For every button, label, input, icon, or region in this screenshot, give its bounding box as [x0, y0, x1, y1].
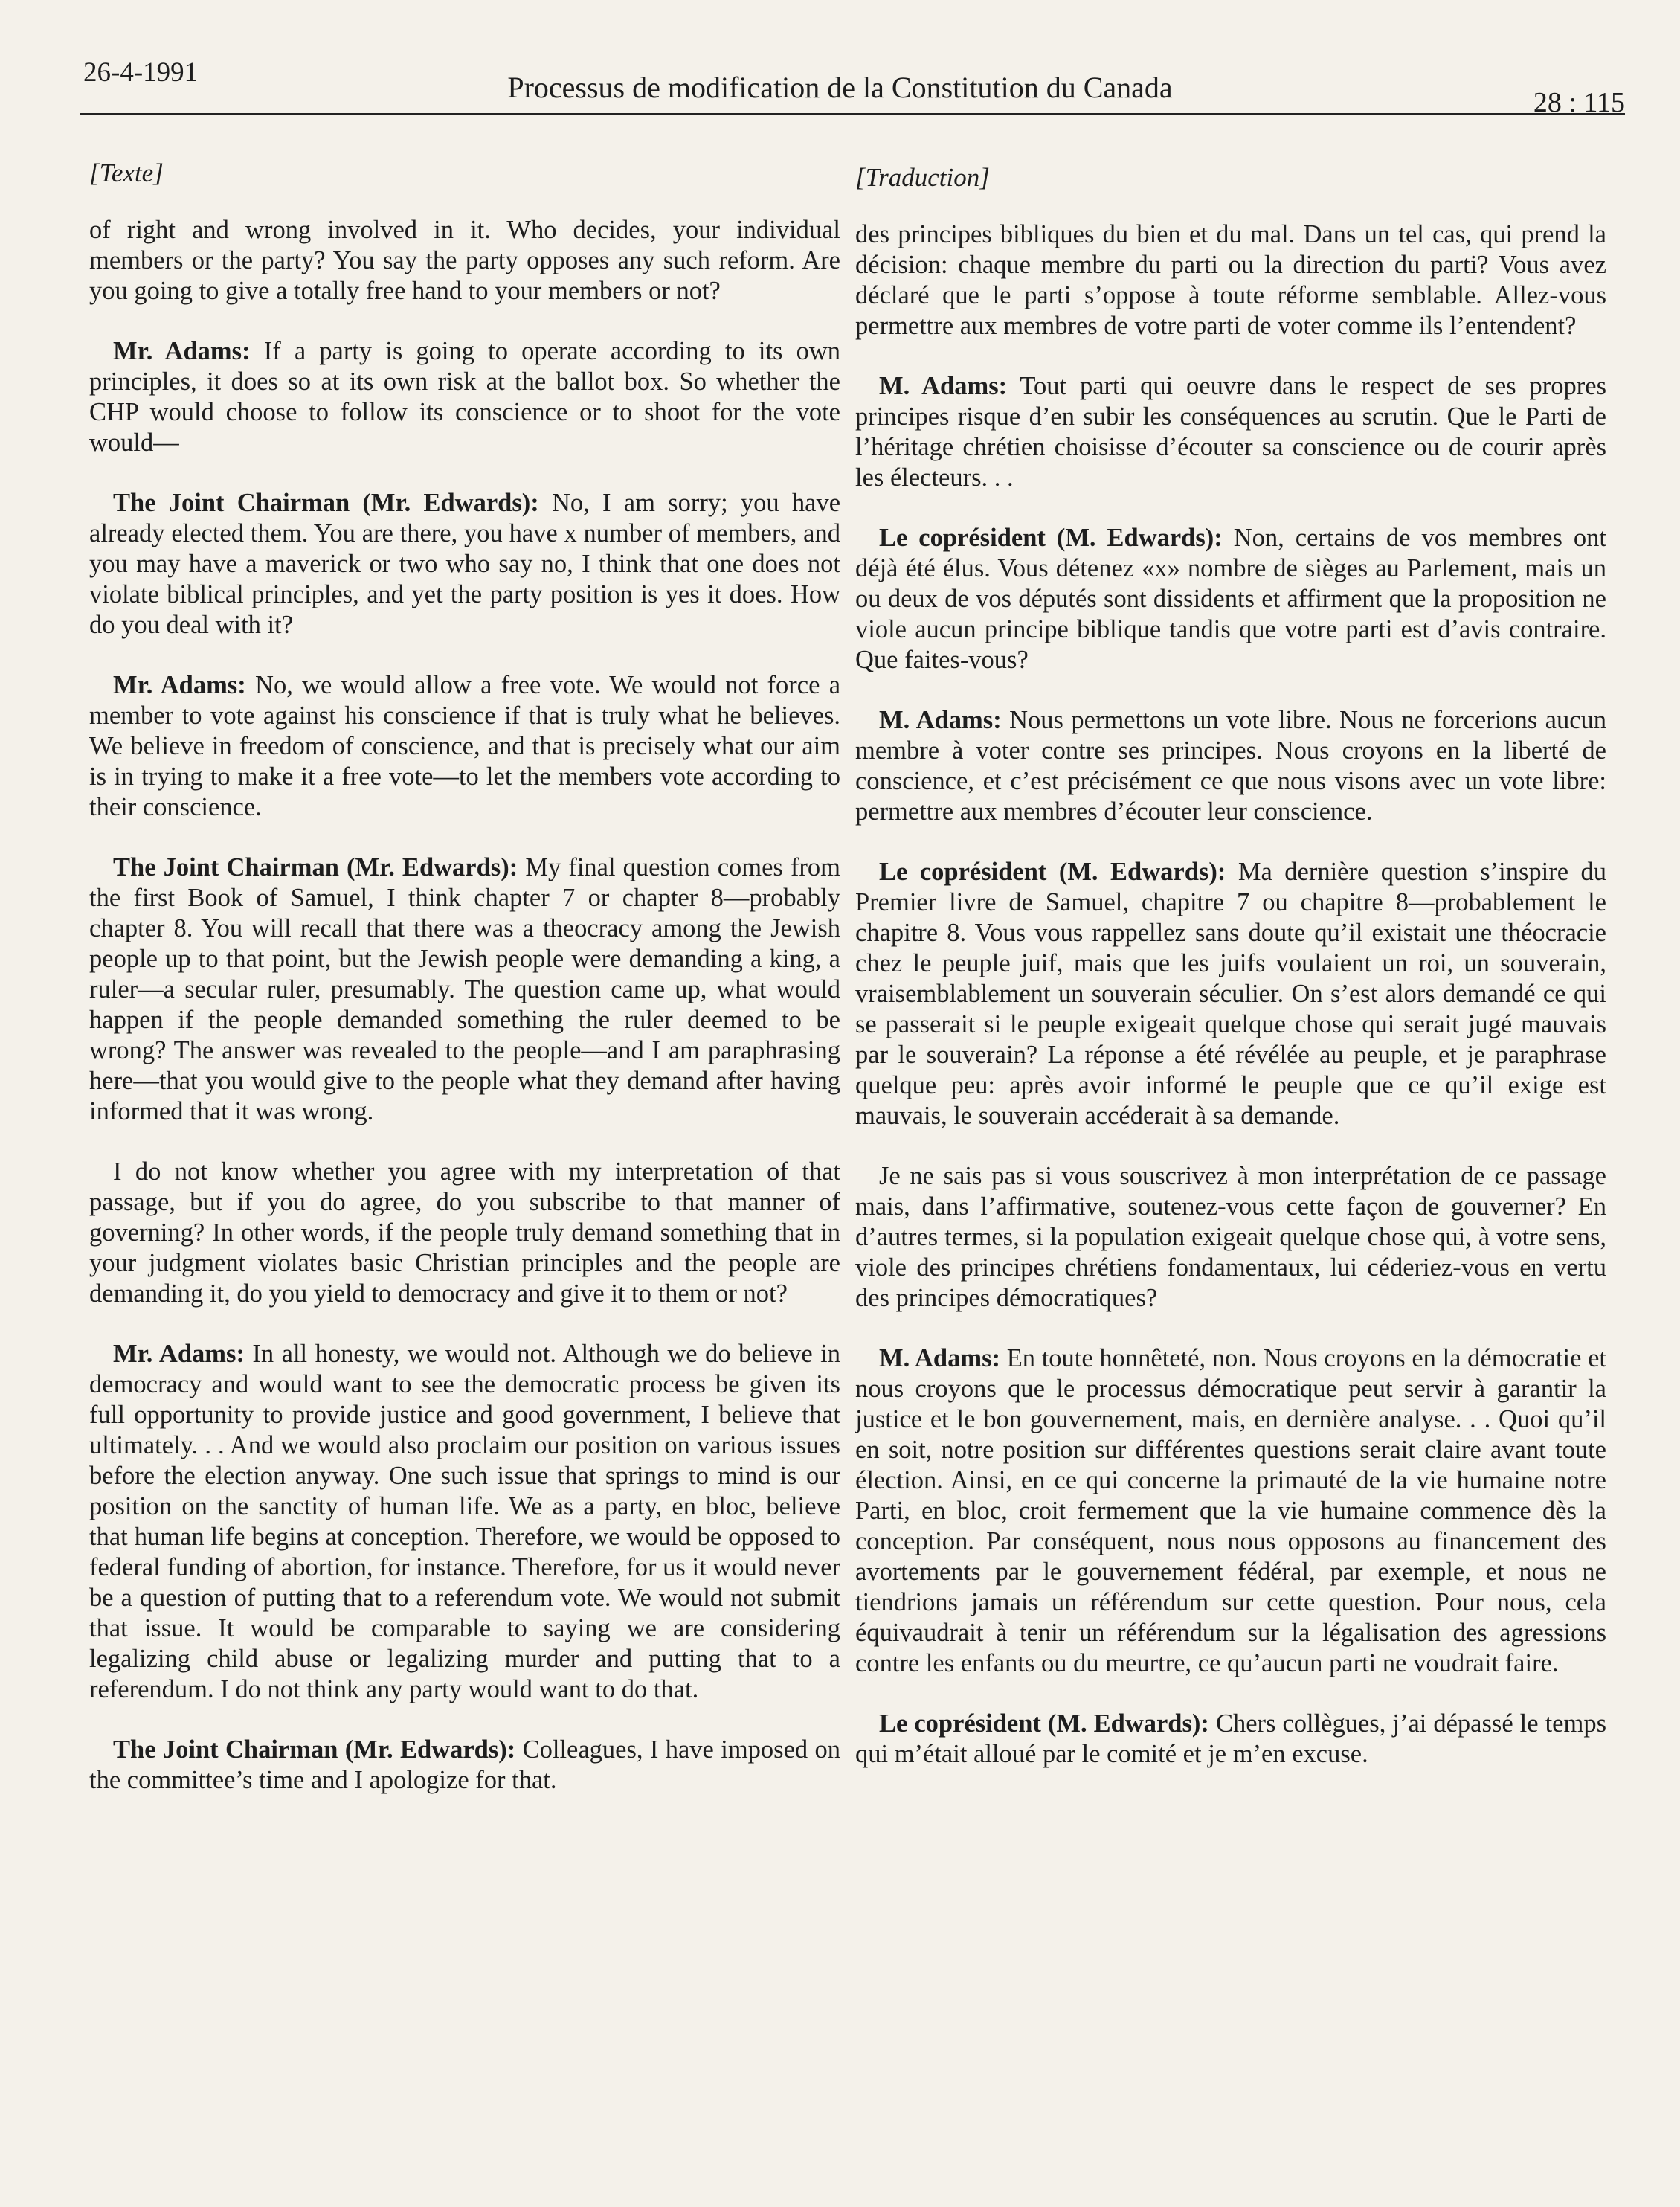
english-paragraph-8: [89, 1735, 840, 1796]
french-paragraph-7: [855, 1343, 1606, 1679]
speaker-name: Mr. Adams:: [113, 1340, 245, 1368]
speaker-name: Mr. Adams:: [113, 671, 246, 699]
english-paragraph-8-text: Colleagues, I have imposed on the committee’s time and I apologize for that.: [89, 1735, 840, 1794]
english-paragraph-5-text: My final question comes from the first Book of Samuel, I think chapter 7 or chapter 8—probably chapter 8. You will recall that there was a theocracy among the Jewish people up to that point, but the Jewish people were demanding a king, a ruler—a secular ruler, presumably. The question came up, what would happen if the people demanded something the ruler deemed to be wrong? The answer was revealed to the people—and I am paraphrasing here—that you would give to the people what they demand after having informed that it was wrong.: [89, 853, 841, 1125]
french-paragraph-2: [855, 371, 1606, 493]
french-paragraph-6: [855, 1161, 1606, 1314]
french-paragraph-1: [855, 219, 1606, 341]
french-paragraph-1-text: des principes bibliques du bien et du mal. Dans un tel cas, qui prend la décision: chaque membre du parti ou la direction du parti? Vous avez déclaré que le parti s’oppose à toute réforme semblable. Allez-vous permettre aux membres de votre parti de voter comme ils l’entendent?: [855, 220, 1606, 340]
speaker-name: M. Adams:: [879, 1344, 1000, 1372]
speaker-name: Le coprésident (M. Edwards):: [879, 524, 1223, 552]
french-paragraph-5: [855, 857, 1606, 1131]
english-paragraph-4: [89, 670, 840, 823]
header-title: Processus de modification de la Constitution du Canada: [507, 71, 1173, 104]
english-paragraph-3: [89, 488, 840, 640]
english-paragraph-7-text: In all honesty, we would not. Although we do believe in democracy and would want to see the democratic process be given its full opportunity to provide justice and good government, I believe that ultimately. . . And we would also proclaim our position on various issues before the election anyway. One such issue that springs to mind is our position on the sanctity of human life. We as a party, en bloc, believe that human life begins at conception. Therefore, we would be opposed to federal funding of abortion, for instance. Therefore, for us it would never be a question of putting that to a referendum vote. We would not submit that issue. It would be comparable to saying we are considering legalizing child abuse or legalizing murder and putting that to a referendum. I do not think any party would want to do that.: [89, 1340, 840, 1703]
french-paragraph-3-text: Non, certains de vos membres ont déjà été élus. Vous détenez «x» nombre de sièges au Parlement, mais un ou deux de vos députés sont dissidents et affirment que la proposition ne viole aucun principe biblique tandis que votre parti est d’avis contraire. Que faites-vous?: [855, 524, 1606, 674]
french-paragraph-6-text: Je ne sais pas si vous souscrivez à mon interprétation de ce passage mais, dans l’affirmative, soutenez-vous cette façon de gouverner? En d’autres termes, si la population exigeait quelque chose qui, à votre sens, viole des principes chrétiens fondamentaux, lui céderiez-vous en vertu des principes démocratiques?: [855, 1162, 1606, 1312]
english-column-label: [Texte]: [89, 158, 164, 187]
speaker-name: Mr. Adams:: [113, 337, 251, 365]
english-paragraph-5: [89, 852, 840, 1127]
french-paragraph-4: [855, 705, 1606, 827]
speaker-name: Le coprésident (M. Edwards):: [879, 858, 1226, 886]
english-paragraph-6-text: I do not know whether you agree with my interpretation of that passage, but if you do agree, do you subscribe to that manner of governing? In other words, if the people truly demand something that in your judgment violates basic Christian principles and the people are demanding it, do you yield to democracy and give it to them or not?: [89, 1157, 840, 1308]
french-column-label: [Traduction]: [855, 163, 990, 192]
french-paragraph-5-text: Ma dernière question s’inspire du Premier livre de Samuel, chapitre 7 ou chapitre 8—probablement le chapitre 8. Vous vous rappellez sans doute qu’il existait une théocracie chez le peuple juif, mais que les juifs voulaient un roi, un souverain, vraisemblablement un souverain séculier. On s’est alors demandé ce qui se passerait si le peuple exigeait quelque chose qui serait jugé mauvais par le souverain? La réponse a été révélée au peuple, et je paraphrase quelque peu: après avoir informé le peuple que ce qu’il exige est mauvais, le souverain accéderait à sa demande.: [855, 858, 1606, 1130]
speaker-name: Le coprésident (M. Edwards):: [879, 1709, 1209, 1738]
french-paragraph-8: [855, 1709, 1606, 1770]
french-paragraph-8-text: Chers collègues, j’ai dépassé le temps qui m’était alloué par le comité et je m’en excuse.: [855, 1709, 1607, 1768]
page-number: 28 : 115: [1533, 87, 1625, 118]
french-paragraph-7-text: En toute honnêteté, non. Nous croyons en la démocratie et nous croyons que le processus démocratique peut servir à garantir la justice et le bon gouvernement, mais, en dernière analyse. . . Quoi qu’il en soit, notre position sur différentes questions serait claire avant toute élection. Ainsi, en ce qui concerne la primauté de la vie humaine notre Parti, en bloc, croit fermement que la vie humaine commence dès la conception. Par conséquent, nous nous opposons au financement des avortements par le gouvernement fédéral, par exemple, et nous ne tiendrions jamais un référendum sur cette question. Pour nous, cela équivaudrait à tenir un référendum sur la légalisation des agressions contre les enfants ou du meurtre, ce qu’aucun parti ne voudrait faire.: [855, 1344, 1607, 1677]
french-paragraph-3: [855, 523, 1606, 675]
header-rule: [80, 113, 1625, 115]
speaker-name: The Joint Chairman (Mr. Edwards):: [113, 853, 518, 881]
english-paragraph-2-text: If a party is going to operate according to its own principles, it does so at its own risk at the ballot box. So whether the CHP would choose to follow its conscience or to shoot for the vote would—: [89, 337, 841, 457]
french-paragraph-4-text: Nous permettons un vote libre. Nous ne forcerions aucun membre à voter contre ses principes. Nous croyons en la liberté de conscience, et c’est précisément ce que nous visons avec un vote libre: permettre aux membres d’écouter leur conscience.: [855, 706, 1607, 826]
english-paragraph-2: [89, 336, 840, 458]
english-paragraph-7: [89, 1339, 840, 1705]
english-paragraph-1-text: of right and wrong involved in it. Who decides, your individual members or the party? You say the party opposes any such reform. Are you going to give a totally free hand to your members or not?: [89, 216, 840, 305]
english-paragraph-1: [89, 215, 840, 306]
header-date: 26-4-1991: [83, 57, 199, 88]
speaker-name: The Joint Chairman (Mr. Edwards):: [113, 489, 539, 517]
french-column: [855, 158, 1606, 1799]
french-paragraph-2-text: Tout parti qui oeuvre dans le respect de ses propres principes risque d’en subir les conséquences au scrutin. Que le Parti de l’héritage chrétien choisisse d’écouter sa conscience ou de courir après les électeurs. . .: [855, 372, 1606, 492]
english-column: [89, 158, 840, 1825]
speaker-name: M. Adams:: [879, 706, 1002, 734]
english-paragraph-6: [89, 1157, 840, 1309]
english-paragraph-4-text: No, we would allow a free vote. We would not force a member to vote against his conscience if that is truly what he believes. We believe in freedom of conscience, and that is precisely what our aim is in trying to make it a free vote—to let the members vote according to their conscience.: [89, 671, 841, 821]
english-paragraph-3-text: No, I am sorry; you have already elected them. You are there, you have x number of members, and you may have a maverick or two who say no, I think that one does not violate biblical principles, and yet the party position is yes it does. How do you deal with it?: [89, 489, 841, 639]
speaker-name: M. Adams:: [879, 372, 1008, 400]
speaker-name: The Joint Chairman (Mr. Edwards):: [113, 1735, 516, 1764]
